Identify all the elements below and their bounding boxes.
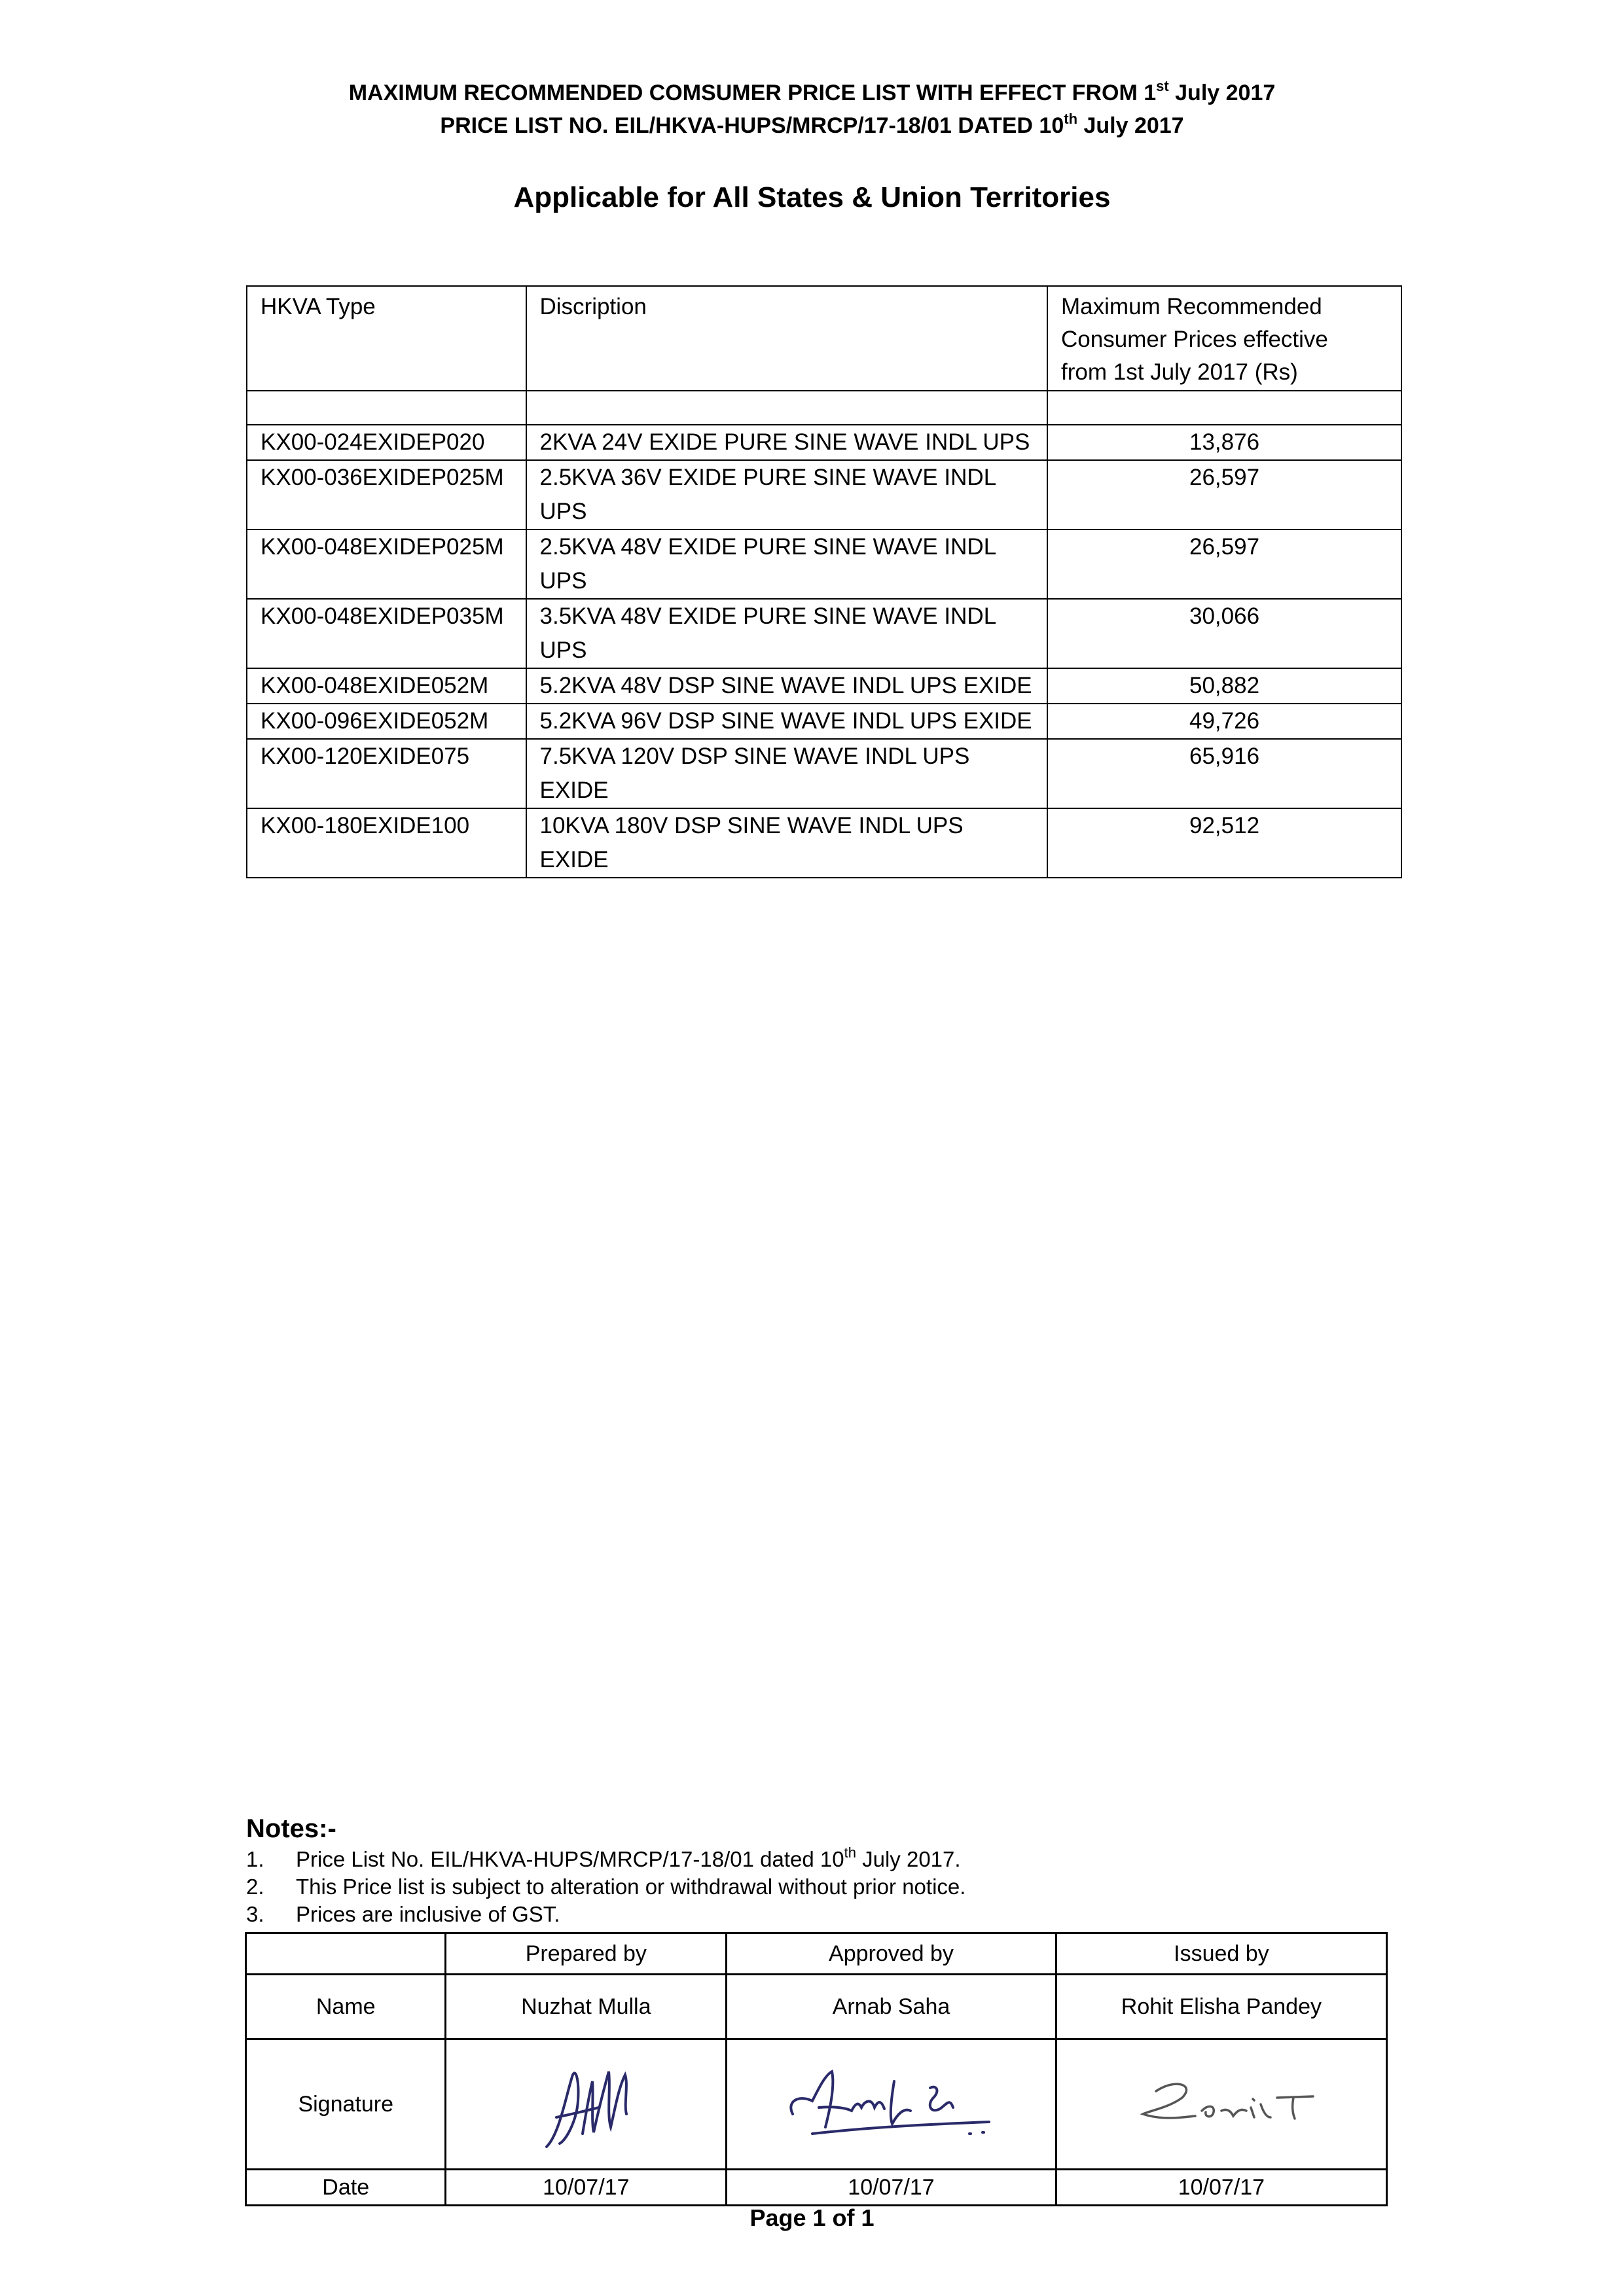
approved-by-header: Approved by <box>727 1933 1056 1975</box>
signature-table-header-row <box>246 1933 1387 1975</box>
note-text: This Price list is subject to alteration or withdrawal without prior notice. <box>296 1874 966 1899</box>
prepared-by-header: Prepared by <box>446 1933 727 1975</box>
cell-type: KX00-036EXIDEP025M <box>247 460 526 529</box>
table-row <box>247 668 1401 704</box>
cell-type: KX00-048EXIDEP025M <box>247 529 526 599</box>
spacer-cell <box>247 391 526 425</box>
corner-cell <box>246 1933 446 1975</box>
cell-type: KX00-048EXIDEP035M <box>247 599 526 668</box>
handwritten-signature-icon <box>773 2062 1009 2147</box>
note-item <box>246 1873 965 1901</box>
note-item <box>246 1846 965 1873</box>
header-line-2 <box>0 110 1624 141</box>
cell-description: 2.5KVA 48V EXIDE PURE SINE WAVE INDL UPS <box>526 529 1048 599</box>
notes-section <box>246 1812 965 1928</box>
prepared-by-date: 10/07/17 <box>446 2170 727 2206</box>
cell-description: 10KVA 180V DSP SINE WAVE INDL UPS EXIDE <box>526 808 1048 878</box>
column-header-price-line3: from 1st July 2017 (Rs) <box>1061 359 1298 385</box>
cell-price: 26,597 <box>1047 460 1401 529</box>
cell-price: 65,916 <box>1047 739 1401 808</box>
table-row <box>247 739 1401 808</box>
header-line-1-sup: st <box>1156 78 1169 94</box>
spacer-cell <box>1047 391 1401 425</box>
issued-by-date: 10/07/17 <box>1056 2170 1386 2206</box>
column-header-description: Discription <box>526 286 1048 391</box>
cell-description: 2KVA 24V EXIDE PURE SINE WAVE INDL UPS <box>526 425 1048 460</box>
name-label: Name <box>246 1975 446 2039</box>
price-table-spacer-row <box>247 391 1401 425</box>
note-number: 2. <box>246 1874 264 1899</box>
notes-title: Notes:- <box>246 1814 336 1843</box>
cell-description: 5.2KVA 48V DSP SINE WAVE INDL UPS EXIDE <box>526 668 1048 704</box>
signature-label: Signature <box>246 2039 446 2170</box>
signature-row <box>246 2039 1387 2170</box>
handwritten-signature-icon <box>1117 2065 1326 2144</box>
issued-by-name: Rohit Elisha Pandey <box>1056 1975 1386 2039</box>
note-number: 1. <box>246 1847 264 1871</box>
price-table <box>246 285 1402 878</box>
signature-table <box>245 1932 1388 2206</box>
cell-price: 92,512 <box>1047 808 1401 878</box>
cell-price: 30,066 <box>1047 599 1401 668</box>
note-text-main: Price List No. EIL/HKVA-HUPS/MRCP/17-18/01 dated 10 <box>296 1847 844 1871</box>
cell-description: 3.5KVA 48V EXIDE PURE SINE WAVE INDL UPS <box>526 599 1048 668</box>
note-text <box>296 1846 961 1873</box>
column-header-price-line2: Consumer Prices effective <box>1061 327 1328 352</box>
header-line-1 <box>0 77 1624 109</box>
handwritten-signature-icon <box>520 2055 651 2153</box>
cell-type: KX00-048EXIDE052M <box>247 668 526 704</box>
table-row <box>247 599 1401 668</box>
column-header-price-line1: Maximum Recommended <box>1061 294 1322 319</box>
table-row <box>247 460 1401 529</box>
note-text-tail: July 2017. <box>856 1847 961 1871</box>
cell-type: KX00-096EXIDE052M <box>247 704 526 739</box>
header-line-2-sup: th <box>1064 111 1078 127</box>
date-row <box>246 2170 1387 2206</box>
column-header-price <box>1047 286 1401 391</box>
date-label: Date <box>246 2170 446 2206</box>
table-row <box>247 529 1401 599</box>
note-text: Prices are inclusive of GST. <box>296 1902 560 1926</box>
header-line-2-tail: July 2017 <box>1077 113 1184 138</box>
issued-by-signature <box>1056 2039 1386 2170</box>
price-table-header-row <box>247 286 1401 391</box>
approved-by-name: Arnab Saha <box>727 1975 1056 2039</box>
cell-price: 26,597 <box>1047 529 1401 599</box>
prepared-by-signature <box>446 2039 727 2170</box>
table-row <box>247 425 1401 460</box>
cell-type: KX00-120EXIDE075 <box>247 739 526 808</box>
prepared-by-name: Nuzhat Mulla <box>446 1975 727 2039</box>
table-row <box>247 704 1401 739</box>
cell-price: 49,726 <box>1047 704 1401 739</box>
header-line-2-text: PRICE LIST NO. EIL/HKVA-HUPS/MRCP/17-18/01 DATED 10 <box>440 113 1064 138</box>
column-header-type: HKVA Type <box>247 286 526 391</box>
note-number: 3. <box>246 1902 264 1926</box>
cell-description: 5.2KVA 96V DSP SINE WAVE INDL UPS EXIDE <box>526 704 1048 739</box>
cell-type: KX00-024EXIDEP020 <box>247 425 526 460</box>
approved-by-signature <box>727 2039 1056 2170</box>
header-line-1-text: MAXIMUM RECOMMENDED COMSUMER PRICE LIST WITH EFFECT FROM 1 <box>348 81 1157 105</box>
cell-price: 13,876 <box>1047 425 1401 460</box>
cell-description: 2.5KVA 36V EXIDE PURE SINE WAVE INDL UPS <box>526 460 1048 529</box>
page-number: Page 1 of 1 <box>749 2204 875 2231</box>
note-text-sup: th <box>844 1844 856 1861</box>
spacer-cell <box>526 391 1048 425</box>
applicability-heading: Applicable for All States & Union Territories <box>513 181 1111 213</box>
cell-description: 7.5KVA 120V DSP SINE WAVE INDL UPS EXIDE <box>526 739 1048 808</box>
approved-by-date: 10/07/17 <box>727 2170 1056 2206</box>
name-row <box>246 1975 1387 2039</box>
issued-by-header: Issued by <box>1056 1933 1386 1975</box>
cell-price: 50,882 <box>1047 668 1401 704</box>
header-line-1-tail: July 2017 <box>1168 81 1276 105</box>
table-row <box>247 808 1401 878</box>
cell-type: KX00-180EXIDE100 <box>247 808 526 878</box>
note-item <box>246 1901 965 1928</box>
